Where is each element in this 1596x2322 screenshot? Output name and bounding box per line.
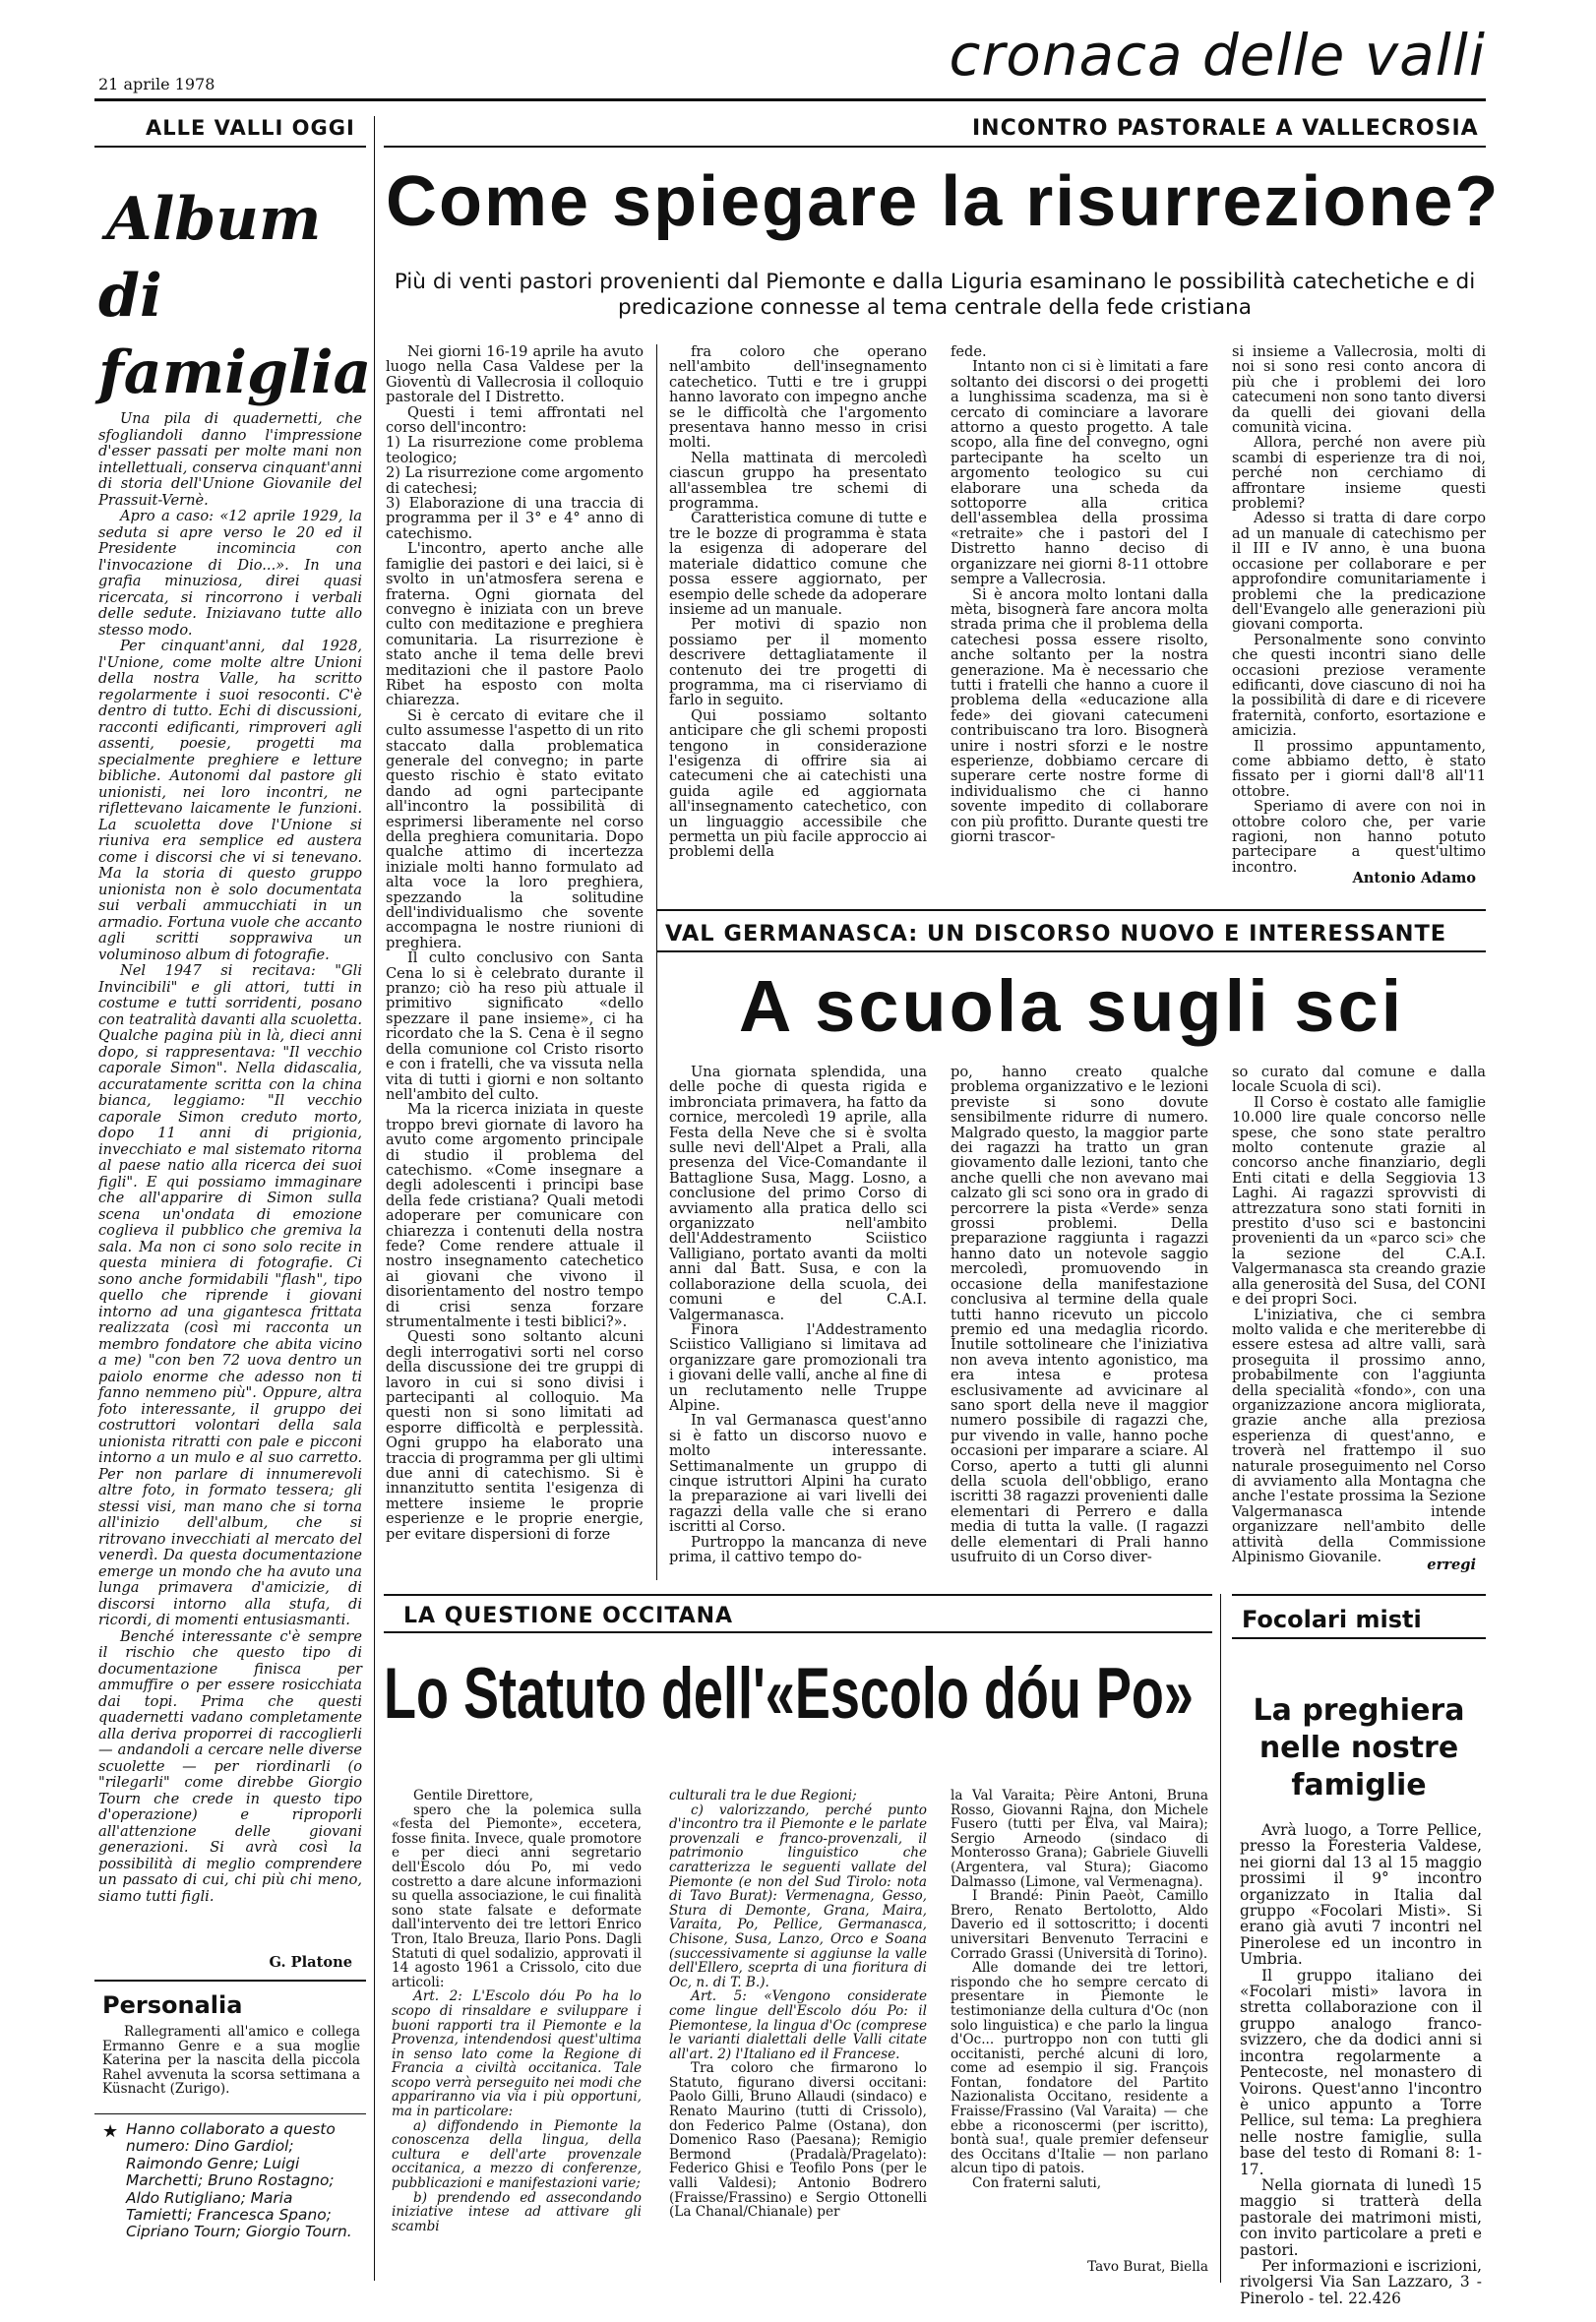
occitana-paragraph: c) valorizzando, perché punto d'incontro tra il Piemonte e le parlate provenzali e franco-provenzali, il patrimonio linguistico che caratterizza le seguenti vallate del Piemonte (e non del Sud Tirolo: nota di Tavo Burat): Vermenagna, Gesso, Stura di Demonte, Grana, Maira, Varaita, Po, Pellice, Germanasca, Chisone, Susa, Lanzo, Orco e Soana (successivamente si aggiunse la valle dell'Ellero, sceprta di una fioritura di Oc, n. di T. B.).	[669, 1802, 927, 1990]
occitana-paragraph: Art. 5: «Vengono considerate come lingue dell'Escolo dóu Po: il Piemontese, la lingua d'Oc (comprese le varianti dialettali delle Valli citate all'art. 2) l'Italiano ed il Francese.	[669, 1988, 927, 2062]
pastorale-paragraph: si insieme a Vallecrosia, molti di noi si sono resi conto ancora di più che i problemi dei loro catecumeni non sono tanto diversi da quelli dei giovani della comunità vicina.	[1232, 343, 1486, 437]
column-divider-2	[656, 344, 657, 1580]
sci-paragraph: Il Corso è costato alle famiglie 10.000 lire quale concorso nelle spese, che sono state peraltro molto contenute grazie al concorso anche finanziario, degli Enti citati e della Seggiovia 13 Laghi. Ai ragazzi sprovvisti di attrezzatura sono stati forniti in prestito d'uso sci e bastoncini provenienti da un «parco sci» che la sezione del C.A.I. Valgermanasca sta creando grazie alla generosità del Susa, del CONI e dei propri Soci.	[1232, 1093, 1486, 1309]
pastorale-paragraph: Si è ancora molto lontani dalla mèta, bisognerà fare ancora molta strada prima che il problema della catechesi possa essere risolto, anche soltanto per la nostra generazione. Ma è necessario che tutti i fratelli che hanno a cuore il problema della «educazione alla fede» dei giovani catecumeni contribuiscano tra loro. Bisognerà unire i nostri sforzi e le nostre esperienze, dobbiamo cercare di superare certe nostre forme di individualismo che ci hanno sovente impedito di collaborare con più profitto. Durante questi tre giorni trascor-	[951, 585, 1208, 845]
pastorale-paragraph: Si è cercato di evitare che il culto assumesse l'aspetto di un rito staccato dalla problematica generale del convegno; in parte questo rischio è stato evitato dando ad ogni partecipante all'incontro la possibilità di esprimersi liberamente nel corso della preghiera comunitaria. Dopo qualche attimo di incertezza iniziale molti hanno formulato ad alta voce la loro preghiera, spezzando la solitudine dell'individualismo che sovente accompagna le nostre riunioni di preghiera.	[386, 706, 644, 951]
focolari-headline-line-3: famiglie	[1291, 1768, 1427, 1803]
album-paragraph: Nel 1947 si recitava: "Gli Invincibili" e gli attori, tutti in costume e tutti sorridenti, posano con teatralità davanti alla scuoletta. Qualche pagina più in là, dieci anni dopo, si rappresentava: "Il vecchio caporale Simon". Nella didascalia, accuratamente scritta con la china bianca, leggiamo: "Il vecchio caporale Simon creduto morto, dopo 11 anni di prigionia, invecchiato e mal sistemato ritorna al paese natio alla ricerca dei suoi figli". E qui possiamo immaginare che all'apparire di Simon sulla scena un'ondata di emozione coglieva il pubblico che gremiva la sala. Ma non ci sono solo recite in questa miniera di fotografie. Ci sono anche formidabili "flash", tipo quello che riprende i giovani intorno ad una gigantesca frittata realizzata (così mi racconta un membro fondatore che abita vicino a me) "con ben 72 uova dentro un paiolo enorme che adesso non ti fanno nemmeno più". Oppure, altra foto interessante, il gruppo dei costruttori volontari della sala unionista ritratti con pale e picconi intorno a un mulo e al suo carretto. Per non parlare di innumerevoli altre foto, in formato tessera; gli stessi visi, man mano che si torna all'inizio dell'album, che si ritrovano invecchiati al mercato del venerdì. Da questa documentazione emerge un mondo che ha avuto una lunga primavera d'amicizie, di discorsi intorno alla stufa, di ricordi, di momenti entusiasmanti.	[98, 962, 362, 1628]
occitana-column-3	[951, 1789, 1208, 2251]
occitana-paragraph: culturali tra le due Regioni;	[669, 1788, 857, 1803]
sci-paragraph: L'iniziativa, che ci sembra molto valida e che meriterebbe di essere estesa ad altre valli, sarà proseguita il prossimo anno, probabilmente con l'aggiunta della specialità «fondo», con una organizzazione ancora migliorata, grazie anche alla preziosa esperienza di quest'anno, e troverà nel frattempo il suo naturale proseguimento nel Corso di avviamento alla Montagna che anche l'estate prossima la Sezione Valgermanasca intende organizzare nell'ambito delle attività della Commissione Alpinismo Giovanile.	[1232, 1306, 1486, 1565]
collaborators-rule	[94, 2113, 366, 2114]
occitana-paragraph: a) diffondendo in Piemonte la conoscenza della lingua, della cultura e dell'arte provenzale occitanica, a mezzo di conferenze, pubblicazioni e manifestazioni varie;	[392, 2117, 642, 2192]
focolari-paragraph: Per informazioni e iscrizioni, rivolgersi Via San Lazzaro, 3 - Pinerolo - tel. 22.426	[1240, 2256, 1482, 2307]
sci-kicker: VAL GERMANASCA: UN DISCORSO NUOVO E INTERESSANTE	[665, 921, 1447, 947]
pastorale-paragraph: Questi sono soltanto alcuni degli interrogativi sorti nel corso della discussione dei tre gruppi di lavoro in cui si sono divisi i partecipanti al colloquio. Ma questi non si sono limitati ad esporre difficoltà e perplessità. Ogni gruppo ha elaborato una traccia di programma per gli ultimi due anni di catechismo. Si è innanzitutto sentita l'esigenza di mettere insieme le proprie esperienze e le proprie energie, per evitare dispersioni di forze	[386, 1328, 644, 1543]
personalia-text: Rallegramenti all'amico e collega Ermanno Genre e a sua moglie Katerina per la nascita della piccola Rahel avvenuta la scorsa settimana a Küsnacht (Zurigo).	[102, 2024, 360, 2098]
occitana-paragraph: Art. 2: L'Escolo dóu Po ha lo scopo di rinsaldare e sviluppare i buoni rapporti tra il Piemonte e la Provenza, intendendosi quest'ultima in senso lato come la Regione di Francia a civiltà occitanica. Tale scopo verrà perseguito nei modi che appariranno via via i più opportuni, ma in particolare:	[392, 1988, 642, 2120]
sci-top-rule	[657, 909, 1486, 911]
sci-column-1	[669, 1065, 927, 1580]
sci-column-2	[951, 1065, 1208, 1580]
album-signature: G. Platone	[269, 1954, 352, 1971]
pastorale-paragraph: Allora, perché non avere più scambi di esperienze tra di noi, perché non cerchiamo di affrontare insieme questi problemi?	[1232, 434, 1486, 513]
pastorale-column-3	[951, 344, 1208, 887]
occitana-paragraph: Gentile Direttore,	[413, 1788, 533, 1803]
album-paragraph: Per cinquant'anni, dal 1928, l'Unione, come molte altre Unioni della nostra Valle, ha scritto regolarmente i suoi resoconti. C'è dentro di tutto. Echi di discussioni, racconti edificanti, rimproveri agli assenti, poesie, progetti ma specialmente preghiere e letture bibliche. Autonomi dal pastore gli unionisti, nei loro incontri, ne riflettevano laicamente le funzioni. La scuoletta dove l'Unione si riuniva era semplice ed austera come i discorsi che vi si tenevano. Ma la storia di questo gruppo unionista non è solo documentata sui verbali ammucchiati in un armadio. Fortuna vuole che accanto agli scritti sopprawiva un voluminoso album di fotografie.	[98, 638, 362, 963]
sci-paragraph: Finora l'Addestramento Sciistico Valligiano si limitava ad organizzare gare promozionali tra i giovani delle valli, anche al fine di un reclutamento nelle Truppe Alpine.	[669, 1320, 927, 1414]
pastorale-paragraph: Caratteristica comune di tutte e tre le bozze di programma è stata la esigenza di adoperare del materiale didattico comune che possa essere aggiornato, per esempio delle schede da adoperare insieme ad un manuale.	[669, 510, 927, 618]
pastorale-paragraph: Questi i temi affrontati nel corso dell'incontro:	[386, 403, 644, 437]
occitana-column-2	[669, 1789, 927, 2281]
section-title: cronaca delle valli	[949, 22, 1486, 89]
star-icon: ★	[102, 2121, 119, 2142]
occitana-top-rule	[384, 1594, 1212, 1596]
pastorale-paragraph: Personalmente sono convinto che questi incontri siano delle occasioni preziose veramente edificanti, dove ciascuno di noi ha la possibilità di dare e di ricevere fraternità, conforto, esortazione e amicizia.	[1232, 631, 1486, 740]
focolari-body	[1240, 1821, 1482, 2307]
pastorale-list-item: 1) La risurrezione come problema teologico;	[386, 434, 644, 466]
album-paragraph: Benché interessante c'è sempre il rischio che questo tipo di documentazione finisca per ammuffire o per essere rosicchiata dai topi. Prima che questi quadernetti vadano completamente alla deriva proporrei di raccoglierli — andandoli a cercare nelle diverse scuolette — per riordinarli (o "rilegarli" come direbbe Giorgio Tourn che crede in questo tipo d'operazione) e riproporli all'attenzione delle giovani generazioni. Si avrà così la possibilità di meglio comprendere un passato di cui, chi più chi meno, siamo tutti figli.	[98, 1627, 362, 1905]
occitana-paragraph: Alle domande dei tre lettori, rispondo che ho sempre cercato di presentare in Piemonte le testimonianze della cultura d'Oc (non solo linguistica) e che parlo la lingua d'Oc... purtroppo non con tutti gli occitanisti, perché alcuni di loro, come ad esempio il sig. François Fontan, fondatore del Partito Nazionalista Occitano, residente a Fraisse/Frassino (Val Varaita) — che ebbe a riconoscermi (per iscritto), bontà sua!, quale premier defenseur des Occitans d'Italie — non parlano alcun tipo di patois.	[951, 1960, 1208, 2177]
pastorale-paragraph: Qui possiamo soltanto anticipare che gli schemi proposti tengono in considerazione l'esigenza di offrire sia ai catecumeni che ai catechisti una guida agile ed aggiornata all'insegnamento catechetico, con un linguaggio accessibile che permetta un più facile approccio ai problemi della	[669, 706, 927, 861]
focolari-top-rule	[1232, 1594, 1486, 1596]
pastorale-column-1	[386, 344, 644, 1580]
pastorale-paragraph: Nella mattinata di mercoledì ciascun gruppo ha presentato all'assemblea tre schemi di programma.	[669, 449, 927, 513]
focolari-headline-line-2: nelle nostre	[1258, 1731, 1459, 1765]
sci-paragraph: so curato dal comune e dalla locale Scuola di sci).	[1232, 1064, 1486, 1096]
occitana-paragraph: Con fraterni saluti,	[972, 2175, 1102, 2192]
collaborators-text: Hanno collaborato a questo numero: Dino Gardiol; Raimondo Genre; Luigi Marchetti; Bruno Rostagno; Aldo Rutigliano; Maria Tamietti; Francesca Spano; Cipriano Tourn; Giorgio Tourn.	[126, 2120, 352, 2241]
focolari-paragraph: Avrà luogo, a Torre Pellice, presso la Foresteria Valdese, nei giorni dal 13 al 15 maggio prossimi il 9° incontro organizzato in Italia dal gruppo «Focolari Misti». Si erano già avuti 7 incontri nel Pinerolese ed un incontro in Umbria.	[1240, 1821, 1482, 1969]
sci-paragraph: Purtroppo la mancanza di neve prima, il cattivo tempo do-	[669, 1533, 927, 1565]
left-column-divider	[374, 116, 375, 2281]
occitana-kicker: LA QUESTIONE OCCITANA	[403, 1604, 734, 1628]
pastorale-paragraph: Il prossimo appuntamento, come abbiamo detto, è stato fissato per i giorni dall'8 all'11 ottobre.	[1232, 737, 1486, 800]
occitana-kicker-rule	[384, 1631, 1212, 1633]
pastorale-paragraph: L'incontro, aperto anche alle famiglie dei pastori e dei laici, si è svolto in un'atmosfera serena e fraterna. Ogni giornata del convegno è iniziata con un breve culto con meditazione e preghiera comunitaria. La risurrezione è stato anche il tema delle brevi meditazioni che il pastore Paolo Ribet ha esposto con molta chiarezza.	[386, 540, 644, 709]
masthead-rule	[94, 98, 1486, 101]
pastorale-signature: Antonio Adamo	[1352, 870, 1476, 886]
occitana-paragraph: spero che la polemica sulla «festa del Piemonte», eccetera, fosse finita. Invece, quale promotore e per dieci anni segretario dell'Escolo dóu Po, mi vedo costretto a dare alcune informazioni su quella associazione, le cui finalità sono state falsate e deformate dall'intervento dei tre lettori Enrico Tron, Italo Breuza, Ilario Pons. Dagli Statuti di quel sodalizio, approvati il 14 agosto 1961 a Crissolo, cito due articoli:	[392, 1802, 642, 1990]
pastorale-kicker: INCONTRO PASTORALE A VALLECROSIA	[972, 116, 1479, 141]
issue-date: 21 aprile 1978	[98, 75, 215, 93]
pastorale-kicker-rule	[384, 146, 1486, 148]
pastorale-list-item: 3) Elaborazione di una traccia di programma per il 3° e 4° anno di catechismo.	[386, 495, 644, 542]
sci-headline: A scuola sugli sci	[738, 965, 1405, 1047]
pastorale-paragraph: Il culto conclusivo con Santa Cena lo si è celebrato durante il pranzo; ciò ha reso più attuale il primitivo significato «dello spezzare il pane insieme», ci ha ricordato che la S. Cena è il segno della comunione col Cristo risorto e con i fratelli, che va vissuta nella vita di tutti i giorni e non soltanto nell'ambito del culto.	[386, 949, 644, 1103]
pastorale-paragraph: fra coloro che operano nell'ambito dell'insegnamento catechetico. Tutti e tre i gruppi hanno lavorato con impegno anche se le difficoltà che l'argomento presentava hanno messo in crisi molti.	[669, 343, 927, 452]
focolari-kicker-rule	[1232, 1637, 1486, 1639]
album-body	[98, 411, 362, 1946]
focolari-paragraph: Il gruppo italiano dei «Focolari misti» lavora in stretta collaborazione con il gruppo analogo franco-svizzero, che da dodici anni si incontra regolarmente a Pentecoste, nel monastero di Voirons. Quest'anno l'incontro è unico appunto a Torre Pellice, sul tema: La preghiera nelle nostre famiglie, sulla base del testo di Romani 8: 1-17.	[1240, 1966, 1482, 2178]
pastorale-paragraph: Intanto non ci si è limitati a fare soltanto dei discorsi o dei progetti a lunghissima scadenza, ma si è cercato di cominciare a lavorare attorno a questo progetto. A tale scopo, alla fine del convegno, ogni partecipante ha scelto un argomento teologico su cui elaborare una scheda da sottoporre alla critica dell'assemblea della prossima «retraite» che i pastori del I Distretto hanno deciso di organizzare nei giorni 8-11 ottobre sempre a Vallecrosia.	[951, 358, 1208, 588]
pastorale-column-4	[1232, 343, 1486, 876]
occitana-paragraph: I Brandé: Pinin Paeòt, Camillo Brero, Renato Bertolotto, Aldo Daverio ed il sottoscritto; i docenti universitari Benvenuto Terracini e Corrado Grassi (Università di Torino).	[951, 1888, 1208, 1962]
pastorale-paragraph: Speriamo di avere con noi in ottobre coloro che, per varie ragioni, non hanno potuto partecipare a quest'ultimo incontro.	[1232, 798, 1486, 876]
pastorale-paragraph: Ma la ricerca iniziata in queste troppo brevi giornate di lavoro ha avuto come argomento principale di studio il problema del catechismo. «Come insegnare a degli adolescenti i principi base della fede cristiana? Quali metodi adoperare per comunicare con chiarezza i contenuti della nostra fede? Come rendere attuale il nostro insegnamento catechetico ai giovani che vivono il disorientamento del nostro tempo di crisi senza forzare strumentalmente i testi biblici?».	[386, 1101, 644, 1330]
sci-signature: erregi	[1427, 1557, 1476, 1573]
pastorale-column-2	[669, 344, 927, 887]
pastorale-list-item: 2) La risurrezione come argomento di catechesi;	[386, 464, 644, 497]
album-title-line-3: famiglia	[98, 338, 372, 407]
album-title-line-1: Album	[106, 185, 322, 254]
sci-paragraph: Una giornata splendida, una delle poche di questa rigida e imbronciata primavera, ha fatto da cornice, mercoledì 19 aprile, alla Festa della Neve che si è svolta sulle nevi dell'Alpet a Prali, alla presenza del Vice-Comandante il Battaglione Susa, Magg. Losno, a conclusione del primo Corso di avviamento alla pratica dello sci organizzato nell'ambito dell'Addestramento Sciistico Valligiano, portato avanti da molti anni dal Batt. Susa, e con la collaborazione della scuola, dei comuni e del C.A.I. Valgermanasca.	[669, 1064, 927, 1323]
occitana-column-1	[392, 1789, 642, 2281]
pastorale-headline: Come spiegare la risurrezione?	[386, 162, 1501, 241]
occitana-paragraph: Tra coloro che firmarono lo Statuto, figurano diversi occitani: Paolo Gilli, Bruno Allaudi (sindaco) e Renato Maurino (tutti di Crissolo), don Federico Palme (Ostana), don Domenico Raso (Paesana); Remigio Bermond (Pradalà/Pragelato): Federico Ghisi e Teofilo Pons (per le valli Valdesi); Antonio Bodrero (Fraisse/Frassino) e Sergio Ottonelli (La Chanal/Chianale) per	[669, 2060, 927, 2221]
pastorale-paragraph: fede.	[951, 343, 987, 360]
occitana-headline: Lo Statuto dell'«Escolo dóu Po»	[384, 1654, 1194, 1735]
personalia-rule	[94, 1980, 366, 1982]
focolari-headline	[1232, 1692, 1486, 1804]
focolari-headline-line-1: La preghiera	[1253, 1693, 1465, 1728]
personalia-title: Personalia	[102, 1991, 243, 2019]
album-kicker-rule	[94, 146, 366, 148]
focolari-kicker: Focolari misti	[1242, 1606, 1422, 1633]
focolari-paragraph: Nella giornata di lunedì 15 maggio si tratterà della pastorale dei matrimoni misti, con invito particolare a preti e pastori.	[1240, 2175, 1482, 2259]
album-title-line-2: di	[98, 262, 162, 331]
pastorale-paragraph: Adesso si tratta di dare corpo ad un manuale di catechismo per il III e IV anno, è una buona occasione per collaborare e per approfondire comunitariamente i problemi che la predicazione dell'Evangelo alle generazioni più giovani comporta.	[1232, 510, 1486, 634]
album-paragraph: Apro a caso: «12 aprile 1929, la seduta si apre verso le 20 ed il Presidente incomincia con l'invocazione di Dio...». In una grafia minuziosa, direi quasi ricercata, si rincorrono i verbali delle sedute. Iniziavano tutte allo stesso modo.	[98, 508, 362, 639]
album-kicker: ALLE VALLI OGGI	[146, 116, 355, 140]
occitana-signature: Tavo Burat, Biella	[1087, 2259, 1208, 2275]
column-divider-3	[1220, 1594, 1221, 2283]
sci-kicker-rule	[657, 950, 1486, 952]
sci-paragraph: In val Germanasca quest'anno si è fatto un discorso nuovo e molto interessante. Settimanalmente un gruppo di cinque istruttori Alpini ha curato la preparazione ai vari livelli dei ragazzi della valle che si erano iscritti al Corso.	[669, 1412, 927, 1536]
album-paragraph: Una pila di quadernetti, che sfogliandoli danno l'impressione d'esser passati per molte mani non intellettuali, conserva cinquant'anni di storia dell'Unione Giovanile del Prassuit-Vernè.	[98, 410, 362, 509]
sci-paragraph: po, hanno creato qualche problema organizzativo e le lezioni previste si sono dovute sensibilmente ridurre di numero. Malgrado questo, la maggior parte dei ragazzi ha tratto un gran giovamento dalle lezioni, tanto che anche quelli che non avevano mai calzato gli sci sono ora in grado di percorrere la pista «Verde» senza grossi problemi. Della preparazione raggiunta i ragazzi hanno dato un notevole saggio mercoledì, promuovendo in occasione della manifestazione conclusiva al termine della quale tutti hanno ricevuto un piccolo premio ed una medaglia ricordo. Inutile sottolineare che l'iniziativa non aveva intento agonistico, ma era intesa e protesa esclusivamente ad avvicinare al sano sport della neve il maggior numero possibile di ragazzi che, pur vivendo in valle, hanno poche occasioni per imparare a sciare. Al Corso, aperto a tutti gli alunni della scuola dell'obbligo, erano iscritti 38 ragazzi provenienti dalle elementari di Perrero e dalla media di tutta la valle. (I ragazzi delle elementari di Prali hanno usufruito di un Corso diver-	[951, 1064, 1208, 1565]
pastorale-paragraph: Per motivi di spazio non possiamo per il momento descrivere dettagliatamente il contenuto dei tre progetti di programma, ma ci riserviamo di farlo in seguito.	[669, 616, 927, 709]
pastorale-deck: Più di venti pastori provenienti dal Piemonte e dalla Liguria esaminano le possibilità catechetiche e di predicazione connesse al tema centrale della fede cristiana	[394, 270, 1476, 320]
album-title	[98, 181, 372, 411]
occitana-paragraph: b) prendendo ed assecondando iniziative intese ad attivare gli scambi	[392, 2189, 642, 2234]
pastorale-paragraph: Nei giorni 16-19 aprile ha avuto luogo nella Casa Valdese per la Gioventù di Vallecrosia il colloquio pastorale del I Distretto.	[386, 343, 644, 406]
occitana-paragraph: la Val Varaita; Pèire Antoni, Bruna Rosso, Giovanni Rajna, don Michele Fusero (tutti per Elva, val Maira); Sergio Arneodo (sindaco di Monterosso Grana); Gabriele Giuvelli (Argentera, val Stura); Giacomo Dalmasso (Limone, val Vermenagna).	[951, 1788, 1208, 1890]
